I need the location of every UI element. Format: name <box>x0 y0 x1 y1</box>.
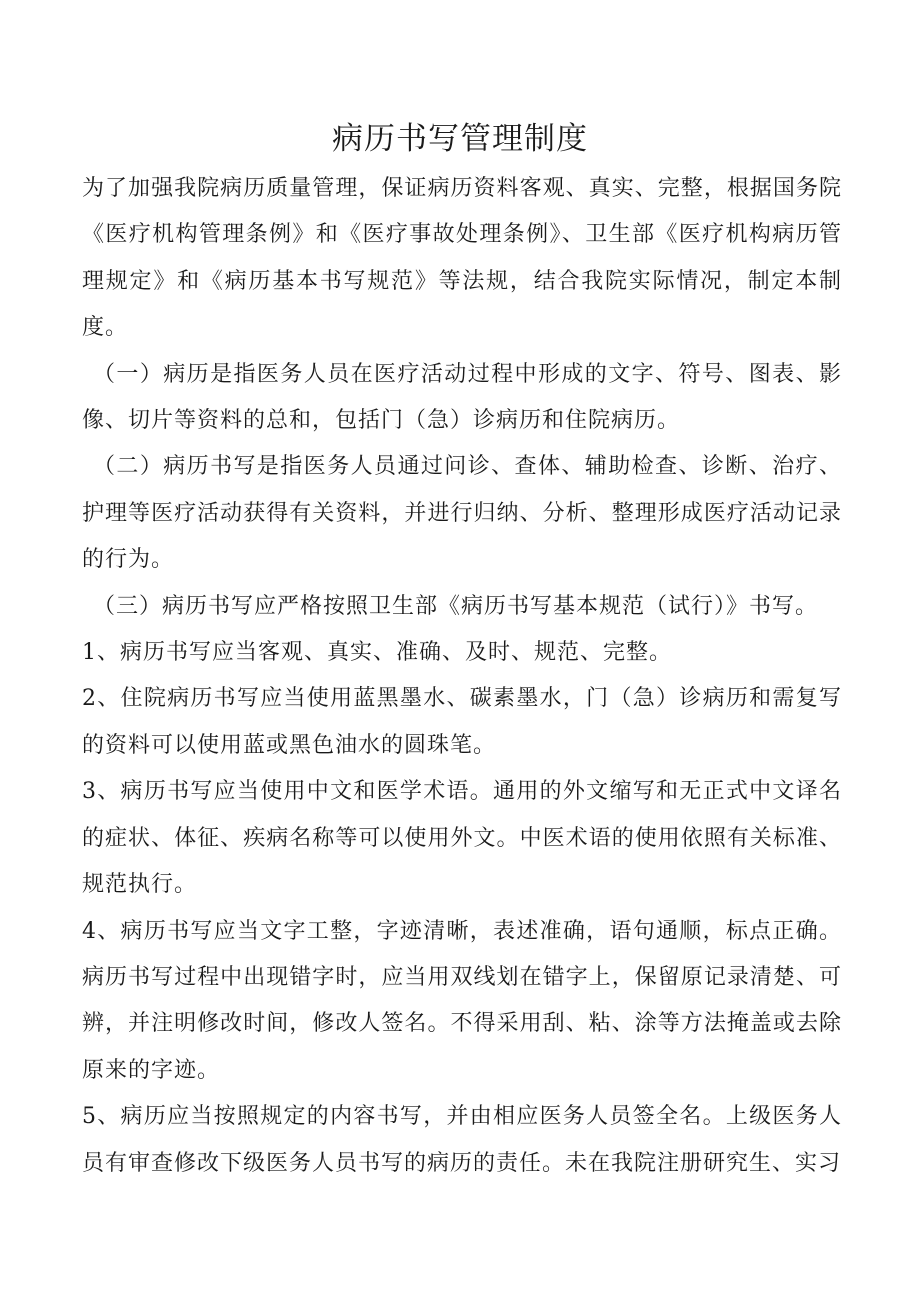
section-two-paragraph: （二）病历书写是指医务人员通过问诊、查体、辅助检查、诊断、治疗、护理等医疗活动获得有关资料，并进行归纳、分析、整理形成医疗活动记录的行为。 <box>82 454 842 573</box>
section-three-paragraph: （三）病历书写应严格按照卫生部《病历书写基本规范（试行）》书写。 <box>93 593 819 619</box>
document-body <box>82 166 842 1187</box>
rule-1-paragraph: 1、病历书写应当客观、真实、准确、及时、规范、完整。 <box>82 640 672 666</box>
rule-5-paragraph: 5、病历应当按照规定的内容书写，并由相应医务人员签全名。上级医务人员有审查修改下级医务人员书写的病历的责任。未在我院注册研究生、实习 <box>82 1104 842 1176</box>
rule-4-paragraph: 4、病历书写应当文字工整，字迹清晰，表述准确，语句通顺，标点正确。病历书写过程中出现错字时，应当用双线划在错字上，保留原记录清楚、可辨，并注明修改时间，修改人签名。不得采用刮、粘、涂等方法掩盖或去除原来的字迹。 <box>82 918 842 1083</box>
rule-3-paragraph: 3、病历书写应当使用中文和医学术语。通用的外文缩写和无正式中文译名的症状、体征、疾病名称等可以使用外文。中医术语的使用依照有关标准、规范执行。 <box>82 779 842 898</box>
section-one-paragraph: （一）病历是指医务人员在医疗活动过程中形成的文字、符号、图表、影像、切片等资料的总和，包括门（急）诊病历和住院病历。 <box>82 361 842 434</box>
document-title: 病历书写管理制度 <box>332 121 588 157</box>
intro-paragraph: 为了加强我院病历质量管理，保证病历资料客观、真实、完整，根据国务院《医疗机构管理条例》和《医疗事故处理条例》、卫生部《医疗机构病历管理规定》和《病历基本书写规范》等法规，结合我院实际情况，制定本制度。 <box>82 176 842 341</box>
rule-2-paragraph: 2、住院病历书写应当使用蓝黑墨水、碳素墨水，门（急）诊病历和需复写的资料可以使用蓝或黑色油水的圆珠笔。 <box>82 686 842 758</box>
